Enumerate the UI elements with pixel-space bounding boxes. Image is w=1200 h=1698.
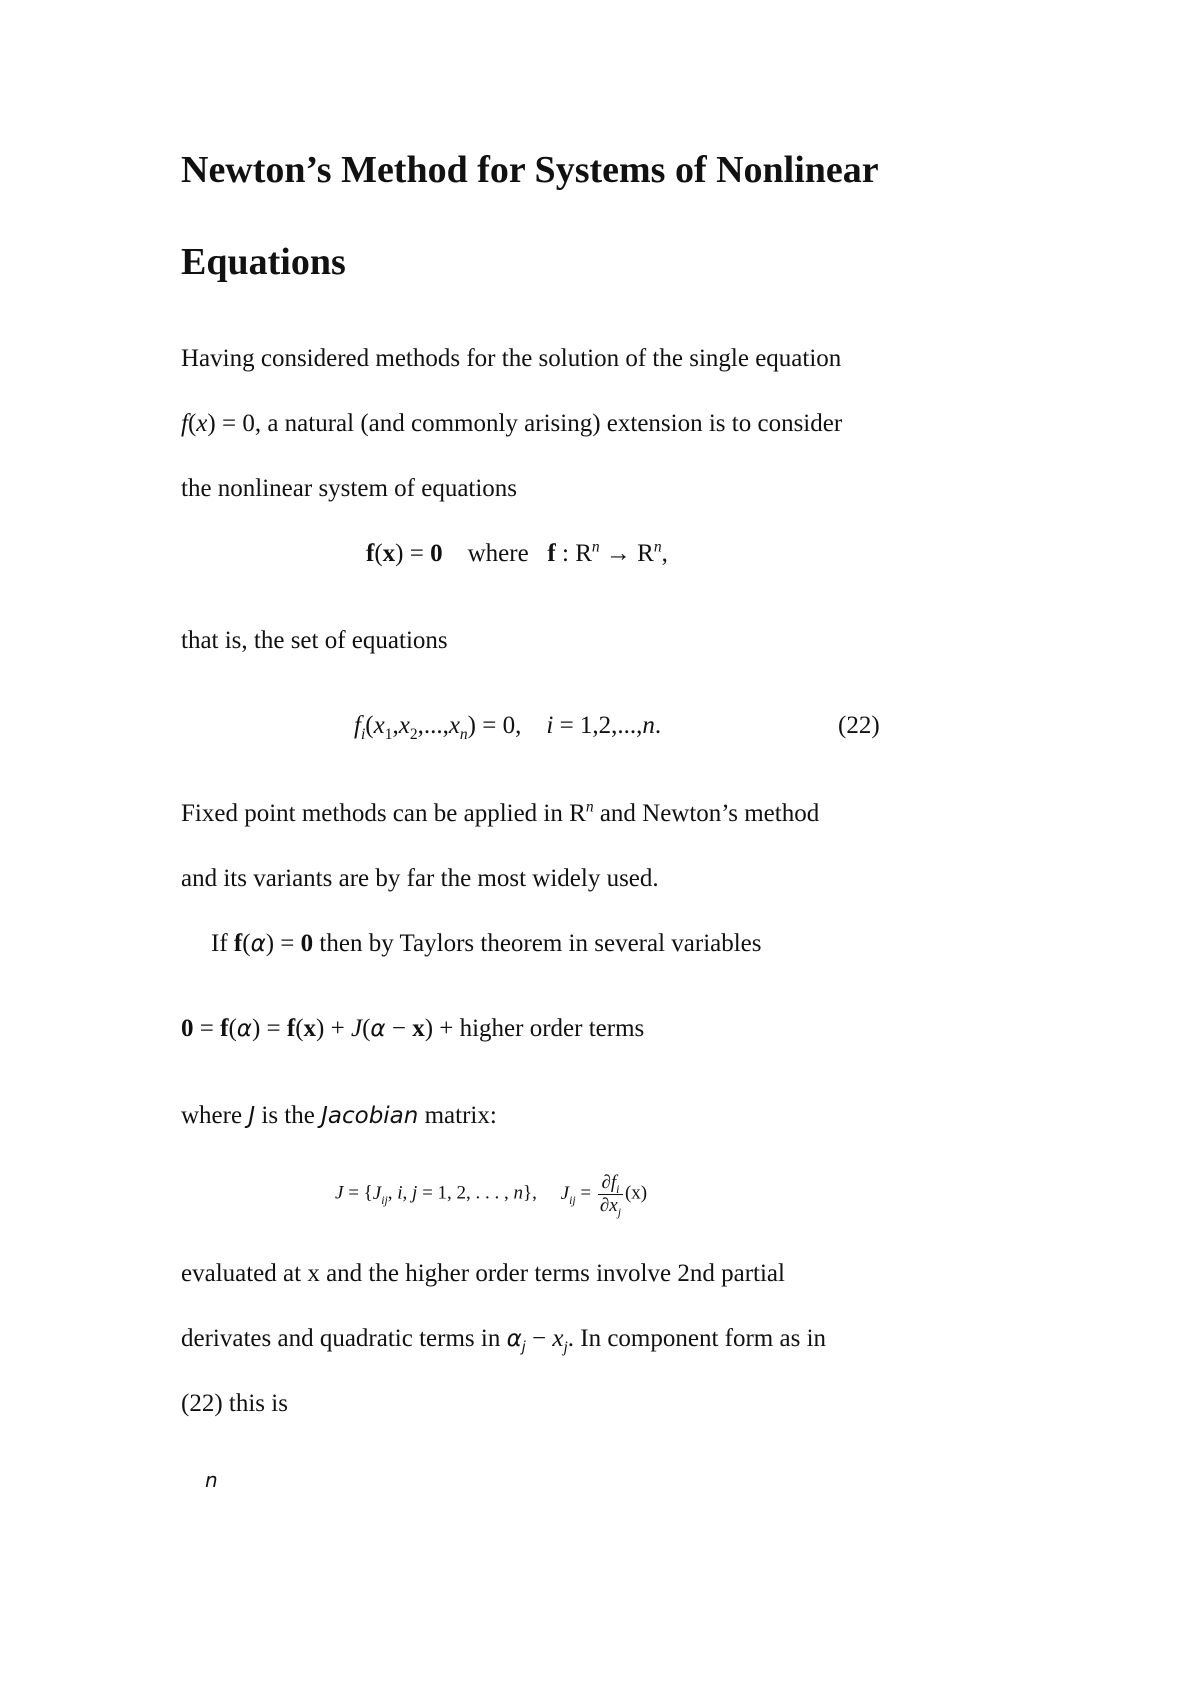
that-is-line: that is, the set of equations — [181, 627, 448, 654]
paragraph-2-text-b: and Newton’s method — [593, 800, 820, 827]
paragraph-1-line-3: the nonlinear system of equations — [181, 475, 518, 502]
jacobian-intro-text-b: is the — [255, 1102, 322, 1129]
paragraph-4-text-a: derivates and quadratic terms in — [181, 1325, 507, 1352]
equation-22-number: (22) — [838, 712, 880, 739]
paragraph-4-text-b: . In component form as in — [567, 1325, 827, 1352]
paragraph-2-line-1: Fixed point methods can be applied in $R^n$ and Newton’s method — [181, 798, 820, 827]
trailing-n: n — [205, 1468, 218, 1492]
paragraph-2-line-2: and its variants are by far the most widely used. — [181, 865, 659, 892]
paragraph-1-line-1: Having considered methods for the solution of the single equation — [181, 345, 842, 372]
title-line-2: Equations — [181, 241, 346, 283]
paragraph-1-line-2-text: = 0, a natural (and commonly arising) extension is to consider — [215, 410, 843, 437]
paragraph-3-line: If f(α) = 0 then by Taylors theorem in several variables — [211, 930, 762, 957]
jacobian-definition: $J = \{J_{ij}$, i, j = 1, 2, . . . , n}, $J_{ij}$ = $\frac{\partial f_i}{\partial x_j}$ (x) — [335, 1172, 648, 1219]
jacobian-intro: where J is the Jacobian matrix: — [181, 1102, 497, 1129]
paragraph-1-line-2: f(x) = 0, a natural (and commonly arising) extension is to consider — [181, 410, 843, 437]
paragraph-4-line-2: derivates and quadratic terms in $\alpha_j - x_j$. In component form as in — [181, 1325, 827, 1356]
taylor-expansion: 0 = f(α) = f(x) + J(α − x) + higher order terms — [181, 1015, 645, 1042]
paragraph-4-line-3: (22) this is — [181, 1390, 288, 1417]
jacobian-word: Jacobian — [321, 1103, 419, 1129]
taylor-expansion-text: + higher order terms — [433, 1015, 645, 1042]
jacobian-intro-text-c: matrix: — [418, 1102, 497, 1129]
equation-22: $f_i(x_1,x_2,...,x_n) = 0$, i = 1,2,...,n. — [354, 712, 662, 743]
system-equation: f(x) = 0 where f : $R^n \to R^n$, — [366, 538, 668, 567]
paragraph-2-text-a: Fixed point methods can be applied in R — [181, 800, 586, 827]
paragraph-4-line-1: evaluated at x and the higher order terms involve 2nd partial — [181, 1260, 785, 1287]
jacobian-intro-text-a: where — [181, 1102, 249, 1129]
title-line-1: Newton’s Method for Systems of Nonlinear — [181, 149, 879, 191]
partial-derivative-fraction: $\frac{\partial f_i}{\partial x_j}$ — [599, 1172, 621, 1219]
paragraph-3-text: then by Taylors theorem in several variables — [313, 930, 762, 957]
